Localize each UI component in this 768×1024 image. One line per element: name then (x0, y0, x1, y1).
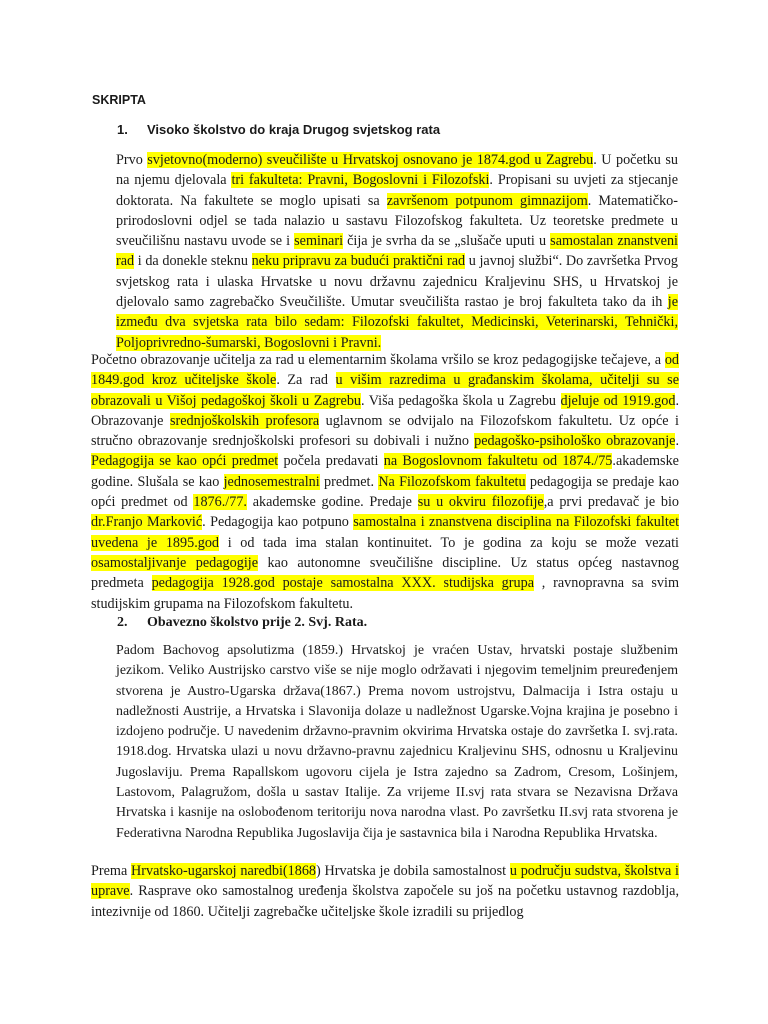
highlight: od 1849.god kroz učiteljske škole (91, 352, 679, 389)
text-run: ,a prvi predavač je bio (543, 494, 680, 511)
text-run: uglavnom se odvijalo na Filozofskom fakultetu. Uz opće i stručno obrazovanje srednjoškolski profesori su dobivali i nužno (91, 412, 680, 450)
text-run: . (675, 433, 679, 450)
highlight: 1876./77. (193, 494, 247, 511)
text-run: . Za rad (276, 372, 336, 389)
text-run: . Propisani su uvjeti za stjecanje doktorata. Na fakultete se moglo upisati sa (116, 172, 679, 209)
text-run: Prema (91, 863, 132, 879)
text-run: i od tada ima stalan kontinuitet. To je godina za koju se može vezati (219, 534, 679, 551)
highlight: srednjoškolskih profesora (169, 412, 320, 429)
text-run: Padom Bachovog apsolutizma (1859.) Hrvatskoj je vraćen Ustav, hrvatski postaje službenim jezikom. Veliko Austrijsko carstvo više se nije moglo održavati i njegovim temeljnim preuređenjem stvorena je Austro-Ugarska država(1867.) Prema novom ustrojstvu, Dalmacija i Istra ostaju u nadležnosti Austrije, a Hrvatska i Slavonija dolaze u nadležnost Ugarske.Vojna krajina je posebno i izdojeno područje. U navedenim državno-pravnim okvirima Hrvatska ostaje do završetka I. svj.rata. 1918.dog. Hrvatska ulazi u novu državno-pravnu zajednicu Kraljevinu SHS, odnosnu u Kraljevinu Jugoslaviju. Prema Rapallskom ugovoru cijela je Istra zajedno sa Zadrom, Cresom, Lošinjem, Lastovom, Palagružom, došla u sastav Italije. Za vrijeme II.svj rata stvara se Nezavisna Država Hrvatska i kasnije na oslobođenom teritoriju nova narodna vlast. Po završetku II.svj rata stvorena je Federativna Narodna Republika Jugoslavija čija je sastavnica bila i Narodna Republika Hrvatska. (116, 643, 678, 841)
text-run: ) Hrvatska je dobila samostalnost (316, 863, 510, 879)
highlight: Na Filozofskom fakultetu (378, 473, 526, 490)
text-run: počela predavati (278, 453, 384, 470)
highlight: Pedagogija se kao opći predmet (91, 453, 279, 470)
highlight: tri fakulteta: Pravni, Bogoslovni i Filozofski (231, 172, 490, 189)
section-heading-2 (117, 615, 367, 631)
text-run: predmet. (319, 473, 379, 490)
highlight: pedagoško-psihološko obrazovanje (474, 433, 676, 450)
paragraph-2 (91, 350, 679, 614)
highlight: Hrvatsko-ugarskoj naredbi(1868 (131, 863, 317, 879)
paragraph-1 (116, 150, 678, 353)
highlight: pedagogija 1928.god postaje samostalna XXX. studijska grupa (151, 575, 534, 592)
text-run: kao autonomne sveučilišne discipline. Uz status općeg nastavnog predmeta (91, 554, 679, 592)
text-run: akademske godine. Predaje (246, 494, 418, 511)
highlight: djeluje od 1919.god (560, 392, 676, 409)
text-run: čija je svrha da se „slušače uputi u (343, 233, 551, 250)
highlight: u području sudstva, školstva i uprave (91, 863, 679, 900)
text-run: . Matematičko-prirodoslovni odjel se tada nalazio u sastavu Filozofskog fakulteta. Uz teoretske predmete u sveučilišnu nastavu uvode se i (116, 192, 678, 250)
text-run: i da donekle steknu (134, 253, 252, 270)
section-heading-1 (117, 122, 440, 137)
highlight: samostalan znanstveni rad (116, 233, 678, 270)
highlight: samostalna i znanstvena disciplina na Filozofski fakultet uvedena je 1895.god (91, 514, 680, 551)
highlight: na Bogoslovnom fakultetu od 1874./75 (383, 453, 613, 470)
document-title: SKRIPTA (92, 93, 146, 107)
text-run: . Pedagogija kao potpuno (202, 514, 354, 531)
text-run: Prvo (116, 152, 148, 168)
highlight: neku pripravu za budući praktični rad (251, 253, 466, 270)
text-run: . Obrazovanje (91, 392, 679, 429)
section-title: Obavezno školstvo prije 2. Svj. Rata. (147, 615, 368, 630)
text-run: . U početku su na njemu djelovala (116, 152, 678, 189)
highlight: u višim razredima u građanskim školama, učitelji su se obrazovali u Višoj pedagoškoj školi u Zagrebu (91, 372, 679, 409)
section-number: 1. (117, 122, 128, 137)
highlight: seminari (294, 233, 344, 250)
highlight: su u okviru filozofije (417, 494, 544, 511)
highlight: svjetovno(moderno) sveučilište u Hrvatskoj osnovano je 1874.god u Zagrebu (147, 152, 594, 168)
text-run: . Rasprave oko samostalnog uređenja školstva započele su još na početku ustavnog razdoblja, intezivnije od 1860. Učitelji zagrebačke učiteljske škole izradili su prijedlog (91, 883, 679, 920)
text-run: . Viša pedagoška škola u Zagrebu (361, 392, 561, 409)
text-run: .akademske godine. Slušala se kao (91, 453, 679, 490)
highlight: dr.Franjo Marković (91, 514, 203, 531)
highlight: je između dva svjetska rata bilo sedam: Filozofski fakultet, Medicinski, Veterinarski, Tehnički, Poljoprivredno-šumarski, Bogoslovni i Pravni. (116, 294, 678, 351)
highlight: osamostaljivanje pedagogije (91, 554, 259, 571)
section-number: 2. (117, 615, 128, 630)
text-run: pedagogija se predaje kao opći predmet od (91, 473, 679, 511)
text-run: Početno obrazovanje učitelja za rad u elementarnim školama vršilo se kroz pedagogijske tečajeve, a (91, 352, 665, 368)
highlight: završenom potpunom gimnazijom (386, 192, 588, 209)
highlight: jednosemestralni (223, 473, 320, 490)
text-run: u javnoj službi“. Do završetka Prvog svjetskog rata i ulaska Hrvatske u novu državnu zajednicu Kraljevinu SHS, u Hrvatskoj je djelovalo samo zagrebačko Sveučilište. Umutar sveučilišta rastao je broj fakulteta tako da ih (116, 253, 678, 311)
text-run: , ravnopravna sa svim studijskim grupama na Filozofskom fakultetu. (91, 575, 679, 612)
section-title: Visoko školstvo do kraja Drugog svjetskog rata (147, 122, 441, 137)
paragraph-3 (116, 641, 678, 844)
paragraph-4 (91, 861, 679, 922)
